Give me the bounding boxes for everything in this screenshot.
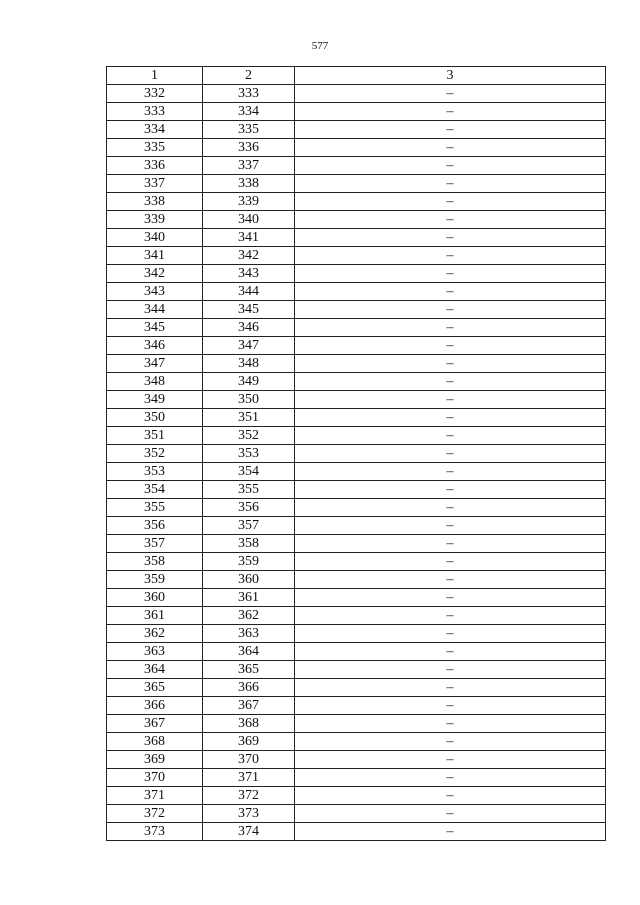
- table-cell-col-1: 358: [107, 553, 203, 571]
- data-table: [106, 66, 606, 841]
- table-cell-col-2: 372: [203, 787, 295, 805]
- table-row: [107, 481, 606, 499]
- table-cell-col-1: 368: [107, 733, 203, 751]
- table-row: [107, 427, 606, 445]
- table-cell-col-3: –: [295, 283, 606, 301]
- table-cell-col-2: 364: [203, 643, 295, 661]
- table-row: [107, 409, 606, 427]
- table-cell-col-2: 348: [203, 355, 295, 373]
- table-cell-col-1: 372: [107, 805, 203, 823]
- table-row: [107, 733, 606, 751]
- table-cell-col-1: 352: [107, 445, 203, 463]
- table-row: [107, 283, 606, 301]
- table-cell-col-3: –: [295, 805, 606, 823]
- table-cell-col-1: 353: [107, 463, 203, 481]
- table-body: [107, 85, 606, 841]
- table-cell-col-3: –: [295, 337, 606, 355]
- table-row: [107, 193, 606, 211]
- table-row: [107, 553, 606, 571]
- table-row: [107, 337, 606, 355]
- table-cell-col-1: 339: [107, 211, 203, 229]
- table-cell-col-1: 336: [107, 157, 203, 175]
- table-cell-col-2: 374: [203, 823, 295, 841]
- table-cell-col-1: 340: [107, 229, 203, 247]
- table-cell-col-3: –: [295, 715, 606, 733]
- table-row: [107, 85, 606, 103]
- table-row: [107, 607, 606, 625]
- table-cell-col-3: –: [295, 427, 606, 445]
- table-cell-col-2: 346: [203, 319, 295, 337]
- table-cell-col-1: 350: [107, 409, 203, 427]
- table-row: [107, 661, 606, 679]
- table-cell-col-1: 360: [107, 589, 203, 607]
- table-cell-col-1: 348: [107, 373, 203, 391]
- table-cell-col-3: –: [295, 751, 606, 769]
- table-cell-col-1: 371: [107, 787, 203, 805]
- table-cell-col-2: 359: [203, 553, 295, 571]
- table-row: [107, 229, 606, 247]
- table-row: [107, 391, 606, 409]
- table-cell-col-3: –: [295, 175, 606, 193]
- table-row: [107, 715, 606, 733]
- table-cell-col-3: –: [295, 499, 606, 517]
- table-cell-col-2: 361: [203, 589, 295, 607]
- table-cell-col-1: 349: [107, 391, 203, 409]
- table-row: [107, 769, 606, 787]
- table-cell-col-1: 361: [107, 607, 203, 625]
- table-cell-col-1: 359: [107, 571, 203, 589]
- table-cell-col-1: 366: [107, 697, 203, 715]
- table-cell-col-2: 336: [203, 139, 295, 157]
- table-row: [107, 301, 606, 319]
- table-row: [107, 175, 606, 193]
- table-cell-col-2: 370: [203, 751, 295, 769]
- table-row: [107, 697, 606, 715]
- table-cell-col-3: –: [295, 625, 606, 643]
- table-cell-col-2: 338: [203, 175, 295, 193]
- table-cell-col-3: –: [295, 553, 606, 571]
- table-cell-col-3: –: [295, 193, 606, 211]
- table-cell-col-2: 344: [203, 283, 295, 301]
- table-cell-col-3: –: [295, 355, 606, 373]
- table-cell-col-2: 335: [203, 121, 295, 139]
- table-cell-col-2: 334: [203, 103, 295, 121]
- table-cell-col-2: 360: [203, 571, 295, 589]
- table-cell-col-3: –: [295, 571, 606, 589]
- table-row: [107, 265, 606, 283]
- table-cell-col-3: –: [295, 481, 606, 499]
- table-cell-col-1: 346: [107, 337, 203, 355]
- table-cell-col-2: 358: [203, 535, 295, 553]
- table-cell-col-1: 335: [107, 139, 203, 157]
- table-cell-col-2: 333: [203, 85, 295, 103]
- table-row: [107, 805, 606, 823]
- table-cell-col-1: 343: [107, 283, 203, 301]
- table-cell-col-1: 357: [107, 535, 203, 553]
- table-cell-col-2: 351: [203, 409, 295, 427]
- page-number: 577: [311, 40, 329, 52]
- column-header-3: 3: [295, 67, 606, 85]
- table-cell-col-3: –: [295, 733, 606, 751]
- table-cell-col-1: 345: [107, 319, 203, 337]
- table-cell-col-1: 338: [107, 193, 203, 211]
- table-row: [107, 499, 606, 517]
- table-cell-col-2: 368: [203, 715, 295, 733]
- table-row: [107, 103, 606, 121]
- table-cell-col-3: –: [295, 85, 606, 103]
- table-cell-col-3: –: [295, 607, 606, 625]
- table-header: [107, 67, 606, 85]
- table-row: [107, 751, 606, 769]
- table-cell-col-2: 367: [203, 697, 295, 715]
- table-row: [107, 319, 606, 337]
- table-cell-col-2: 356: [203, 499, 295, 517]
- table-cell-col-1: 364: [107, 661, 203, 679]
- table-cell-col-3: –: [295, 103, 606, 121]
- table-cell-col-3: –: [295, 391, 606, 409]
- table-row: [107, 589, 606, 607]
- table-cell-col-2: 343: [203, 265, 295, 283]
- table-cell-col-2: 349: [203, 373, 295, 391]
- table-cell-col-3: –: [295, 229, 606, 247]
- table-cell-col-1: 334: [107, 121, 203, 139]
- table-row: [107, 571, 606, 589]
- table-cell-col-2: 363: [203, 625, 295, 643]
- column-header-1: 1: [107, 67, 203, 85]
- table-cell-col-3: –: [295, 301, 606, 319]
- table-cell-col-2: 350: [203, 391, 295, 409]
- table-row: [107, 625, 606, 643]
- table-cell-col-1: 367: [107, 715, 203, 733]
- table-cell-col-2: 352: [203, 427, 295, 445]
- table-cell-col-3: –: [295, 373, 606, 391]
- table-cell-col-2: 355: [203, 481, 295, 499]
- table-cell-col-1: 341: [107, 247, 203, 265]
- table-cell-col-3: –: [295, 139, 606, 157]
- table-cell-col-3: –: [295, 463, 606, 481]
- table-cell-col-3: –: [295, 211, 606, 229]
- table-cell-col-2: 366: [203, 679, 295, 697]
- table-row: [107, 211, 606, 229]
- table-cell-col-3: –: [295, 679, 606, 697]
- table-cell-col-1: 354: [107, 481, 203, 499]
- table-cell-col-1: 333: [107, 103, 203, 121]
- table-cell-col-3: –: [295, 589, 606, 607]
- table-cell-col-2: 340: [203, 211, 295, 229]
- table-row: [107, 823, 606, 841]
- table-cell-col-1: 370: [107, 769, 203, 787]
- table-cell-col-3: –: [295, 787, 606, 805]
- table-cell-col-1: 347: [107, 355, 203, 373]
- table-cell-col-2: 337: [203, 157, 295, 175]
- table-cell-col-3: –: [295, 265, 606, 283]
- table-cell-col-2: 362: [203, 607, 295, 625]
- table-cell-col-2: 365: [203, 661, 295, 679]
- table-row: [107, 643, 606, 661]
- table-row: [107, 121, 606, 139]
- table-cell-col-1: 337: [107, 175, 203, 193]
- table-row: [107, 535, 606, 553]
- table-cell-col-3: –: [295, 445, 606, 463]
- table-cell-col-2: 345: [203, 301, 295, 319]
- table-row: [107, 445, 606, 463]
- table-row: [107, 679, 606, 697]
- table-cell-col-3: –: [295, 121, 606, 139]
- table-cell-col-3: –: [295, 535, 606, 553]
- column-header-2: 2: [203, 67, 295, 85]
- table-row: [107, 139, 606, 157]
- table-cell-col-1: 351: [107, 427, 203, 445]
- table-row: [107, 463, 606, 481]
- table-cell-col-1: 362: [107, 625, 203, 643]
- table-cell-col-2: 371: [203, 769, 295, 787]
- table-row: [107, 517, 606, 535]
- table-cell-col-2: 373: [203, 805, 295, 823]
- table-cell-col-3: –: [295, 517, 606, 535]
- table-cell-col-3: –: [295, 409, 606, 427]
- table-row: [107, 157, 606, 175]
- table-cell-col-2: 357: [203, 517, 295, 535]
- table-cell-col-3: –: [295, 247, 606, 265]
- table-cell-col-2: 347: [203, 337, 295, 355]
- table-cell-col-2: 341: [203, 229, 295, 247]
- table-row: [107, 355, 606, 373]
- header-row: [107, 67, 606, 85]
- table-cell-col-1: 356: [107, 517, 203, 535]
- table-cell-col-1: 344: [107, 301, 203, 319]
- table-cell-col-2: 354: [203, 463, 295, 481]
- table-cell-col-3: –: [295, 823, 606, 841]
- table-cell-col-3: –: [295, 661, 606, 679]
- table-cell-col-1: 369: [107, 751, 203, 769]
- table-row: [107, 247, 606, 265]
- table-cell-col-2: 353: [203, 445, 295, 463]
- table-cell-col-3: –: [295, 643, 606, 661]
- table-cell-col-1: 363: [107, 643, 203, 661]
- table-row: [107, 787, 606, 805]
- table-cell-col-1: 332: [107, 85, 203, 103]
- table-cell-col-3: –: [295, 319, 606, 337]
- table-cell-col-3: –: [295, 157, 606, 175]
- table-cell-col-1: 373: [107, 823, 203, 841]
- table-cell-col-3: –: [295, 769, 606, 787]
- table-cell-col-3: –: [295, 697, 606, 715]
- table-cell-col-1: 365: [107, 679, 203, 697]
- table-cell-col-2: 339: [203, 193, 295, 211]
- table-cell-col-2: 342: [203, 247, 295, 265]
- table-cell-col-1: 355: [107, 499, 203, 517]
- table-cell-col-1: 342: [107, 265, 203, 283]
- table-cell-col-2: 369: [203, 733, 295, 751]
- table-row: [107, 373, 606, 391]
